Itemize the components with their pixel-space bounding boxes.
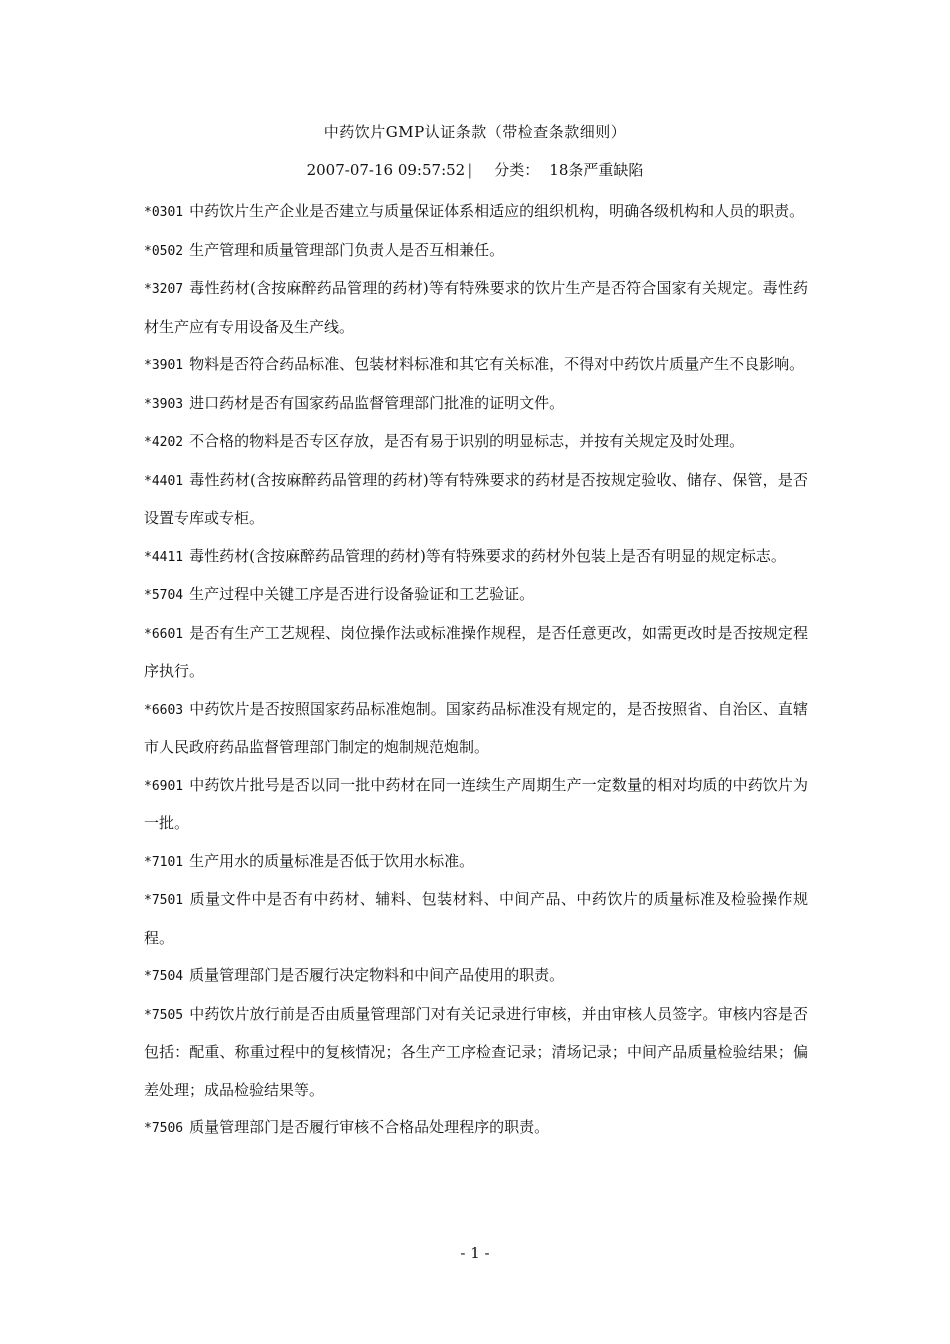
clause-code: *5704 [144, 588, 184, 603]
clause-item [144, 193, 808, 232]
clause-list [144, 193, 808, 1148]
clause-item [144, 538, 808, 577]
clause-item [144, 615, 808, 691]
clause-code: *0502 [144, 243, 184, 259]
clause-item [144, 843, 808, 882]
clause-code: *3903 [144, 396, 184, 412]
clause-code: *6601 [144, 626, 184, 642]
clause-text: 中药饮片放行前是否由质量管理部门对有关记录进行审核，并由审核人员签字。审核内容是否包括：配重、称重过程中的复核情况；各生产工序检查记录；清场记录；中间产品质量检验结果；偏差处理；成品检验结果等。 [144, 1004, 808, 1099]
clause-item [144, 576, 808, 615]
clause-text: 毒性药材(含按麻醉药品管理的药材)等有特殊要求的药材是否按规定验收、储存、保管，是否设置专库或专柜。 [144, 470, 808, 527]
clause-code: *6603 [144, 702, 184, 718]
clause-text: 生产用水的质量标准是否低于饮用水标准。 [189, 851, 475, 870]
clause-code: *4401 [144, 473, 184, 489]
clause-item [144, 767, 808, 843]
clause-code: *3207 [144, 282, 184, 297]
clause-text: 中药饮片批号是否以同一批中药材在同一连续生产周期生产一定数量的相对均质的中药饮片为一批。 [144, 775, 808, 832]
clause-item [144, 691, 808, 767]
clause-code: *7505 [144, 1007, 184, 1023]
clause-code: *4202 [144, 435, 184, 450]
clause-text: 不合格的物料是否专区存放，是否有易于识别的明显标志，并按有关规定及时处理。 [189, 432, 745, 450]
clause-text: 物料是否符合药品标准、包装材料标准和其它有关标准，不得对中药饮片质量产生不良影响。 [189, 355, 805, 373]
clause-text: 中药饮片生产企业是否建立与质量保证体系相适应的组织机构，明确各级机构和人员的职责。 [189, 202, 805, 220]
clause-text: 进口药材是否有国家药品监督管理部门批准的证明文件。 [189, 393, 565, 412]
clause-text: 是否有生产工艺规程、岗位操作法或标准操作规程，是否任意更改，如需更改时是否按规定程序执行。 [144, 623, 808, 680]
clause-text: 生产过程中关键工序是否进行设备验证和工艺验证。 [189, 585, 535, 603]
clause-text: 质量管理部门是否履行决定物料和中间产品使用的职责。 [189, 966, 565, 984]
clause-item [144, 232, 808, 271]
clause-code: *7504 [144, 969, 184, 984]
publish-datetime: 2007-07-16 09:57:52 [306, 161, 466, 179]
clause-item [144, 996, 808, 1110]
meta-separator: | [467, 161, 473, 179]
clause-text: 生产管理和质量管理部门负责人是否互相兼任。 [189, 240, 505, 259]
clause-code: *4411 [144, 549, 184, 565]
clause-item [144, 957, 808, 996]
clause-text: 毒性药材(含按麻醉药品管理的药材)等有特殊要求的饮片生产是否符合国家有关规定。毒性药材生产应有专用设备及生产线。 [144, 279, 808, 336]
document-title: 中药饮片GMP认证条款（带检查条款细则） [323, 123, 627, 141]
category-value: 18条严重缺陷 [549, 161, 644, 179]
clause-item [144, 270, 808, 346]
clause-text: 质量文件中是否有中药材、辅料、包装材料、中间产品、中药饮片的质量标准及检验操作规程。 [144, 890, 808, 947]
clause-text: 毒性药材(含按麻醉药品管理的药材)等有特殊要求的药材外包装上是否有明显的规定标志。 [189, 546, 786, 565]
clause-code: *0301 [144, 205, 184, 220]
clause-code: *7501 [144, 893, 184, 908]
clause-item [144, 1109, 808, 1148]
clause-item [144, 423, 808, 462]
clause-text: 质量管理部门是否履行审核不合格品处理程序的职责。 [189, 1118, 550, 1136]
clause-text: 中药饮片是否按照国家药品标准炮制。国家药品标准没有规定的，是否按照省、自治区、直辖市人民政府药品监督管理部门制定的炮制规范炮制。 [144, 699, 808, 756]
clause-code: *7506 [144, 1121, 184, 1136]
clause-item [144, 346, 808, 385]
page-number: - 1 - [460, 1244, 490, 1262]
category-label: 分类： [494, 161, 540, 179]
clause-item [144, 881, 808, 957]
clause-item [144, 462, 808, 538]
clause-item [144, 385, 808, 424]
clause-code: *6901 [144, 778, 184, 794]
clause-code: *3901 [144, 358, 184, 373]
document-meta [0, 159, 950, 181]
clause-code: *7101 [144, 854, 184, 870]
